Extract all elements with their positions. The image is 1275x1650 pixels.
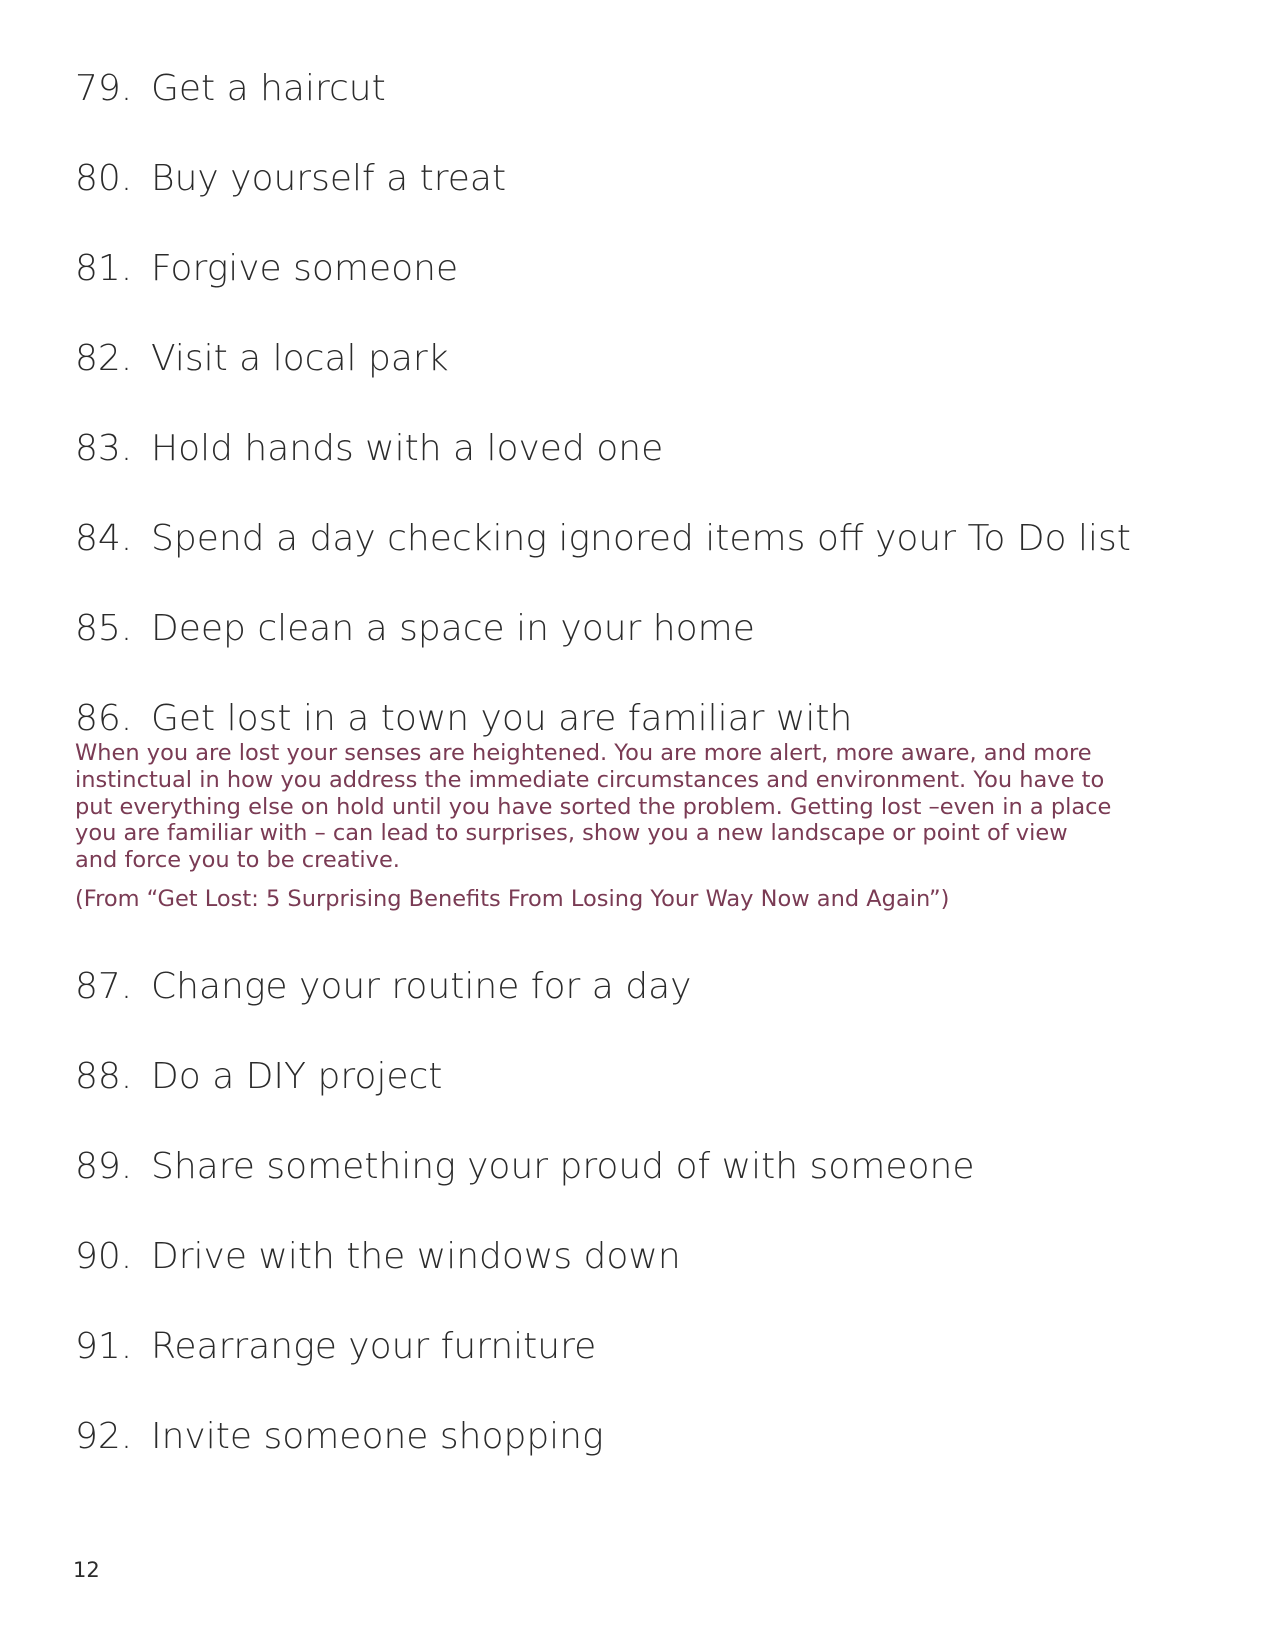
list-item — [75, 1236, 681, 1278]
item-number: 83. — [75, 428, 133, 469]
item-number: 88. — [75, 1056, 133, 1097]
note-line: instinctual in how you address the immediate circumstances and environment. You have to — [75, 766, 1105, 793]
item-number: 89. — [75, 1146, 133, 1187]
item-text: Deep clean a space in your home — [151, 608, 755, 649]
item-number: 86. — [75, 698, 133, 739]
note-line: you are familiar with – can lead to surprises, show you a new landscape or point of view — [75, 820, 1068, 847]
item-text: Invite someone shopping — [151, 1416, 604, 1457]
item-number: 91. — [75, 1326, 133, 1367]
list-item — [75, 1416, 604, 1458]
note-line: When you are lost your senses are heightened. You are more alert, more aware, and more — [75, 740, 1092, 766]
item-note — [75, 740, 1205, 874]
list-item — [75, 518, 1131, 560]
item-text: Visit a local park — [151, 338, 449, 379]
item-text: Spend a day checking ignored items off your To Do list — [151, 518, 1131, 559]
item-text: Buy yourself a treat — [151, 158, 507, 199]
item-text: Rearrange your furniture — [151, 1326, 597, 1367]
page-number: 12 — [73, 1558, 100, 1582]
item-text: Get lost in a town you are familiar with — [151, 698, 853, 739]
item-number: 82. — [75, 338, 133, 379]
item-number: 81. — [75, 248, 133, 289]
note-source: (From “Get Lost: 5 Surprising Benefits From Losing Your Way Now and Again”) — [75, 886, 950, 912]
list-item — [75, 248, 458, 290]
item-number: 80. — [75, 158, 133, 199]
item-text: Drive with the windows down — [151, 1236, 681, 1277]
item-number: 92. — [75, 1416, 133, 1457]
list-item — [75, 1146, 974, 1188]
list-item — [75, 1326, 596, 1368]
item-text: Do a DIY project — [151, 1056, 443, 1097]
note-line: put everything else on hold until you have sorted the problem. Getting lost –even in a place — [75, 793, 1112, 820]
note-line: and force you to be creative. — [75, 847, 400, 874]
item-text: Share something your proud of with someone — [151, 1146, 975, 1187]
item-number: 79. — [75, 68, 133, 109]
list-item — [75, 608, 755, 650]
item-number: 85. — [75, 608, 133, 649]
item-text: Get a haircut — [151, 68, 386, 109]
list-item — [75, 158, 506, 200]
item-text: Forgive someone — [151, 248, 459, 289]
list-item — [75, 68, 386, 110]
item-text: Hold hands with a loved one — [151, 428, 664, 469]
item-number: 84. — [75, 518, 133, 559]
list-item — [75, 428, 663, 470]
item-number: 90. — [75, 1236, 133, 1277]
item-text: Change your routine for a day — [151, 966, 692, 1007]
list-item — [75, 698, 852, 740]
list-item — [75, 338, 449, 380]
list-item — [75, 1056, 442, 1098]
list-item — [75, 966, 691, 1008]
item-number: 87. — [75, 966, 133, 1007]
